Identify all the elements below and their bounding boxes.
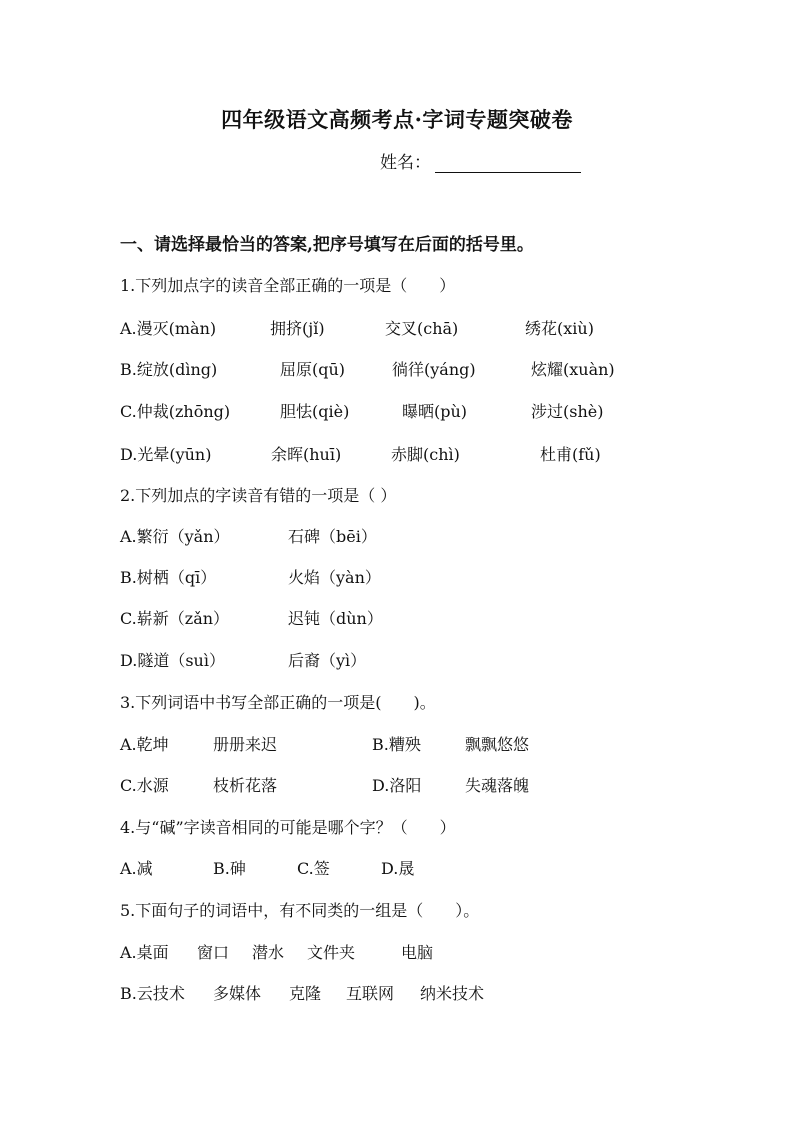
- q1-option-c-word3: 曝晒(pù): [402, 402, 468, 421]
- name-field[interactable]: [380, 148, 581, 173]
- q2-option-c-word2: 迟钝（dùn）: [288, 609, 383, 628]
- name-blank-line[interactable]: [435, 154, 581, 173]
- q2-option-a-word1: A.繁衍（yǎn）: [120, 527, 230, 546]
- question-5-stem: 5.下面句子的词语中，有不同类的一组是（ ）。: [120, 901, 480, 920]
- q5-option-b-word3: 克隆: [289, 984, 322, 1003]
- q5-option-b-word1: B.云技术: [120, 984, 185, 1003]
- q4-option-d: D.晟: [381, 859, 415, 878]
- section-heading: 一、请选择最恰当的答案,把序号填写在后面的括号里。: [120, 235, 534, 255]
- q1-option-a-word3: 交叉(chā): [385, 319, 459, 338]
- q1-option-d-word3: 赤脚(chì): [391, 445, 460, 464]
- q3-option-d-label: D.洛阳: [372, 776, 422, 795]
- q3-option-a-word: 册册来迟: [213, 735, 278, 754]
- q5-option-b-word2: 多媒体: [213, 984, 262, 1003]
- q4-option-b: B.砷: [213, 859, 246, 878]
- q1-option-d-word2: 余晖(huī): [271, 445, 342, 464]
- q5-option-a-word2: 窗口: [197, 943, 230, 962]
- q5-option-b-word5: 纳米技术: [420, 984, 485, 1003]
- q4-option-a: A.减: [120, 859, 153, 878]
- q2-option-d-word1: D.隧道（suì）: [120, 651, 225, 670]
- q2-option-d-word2: 后裔（yì）: [288, 651, 367, 670]
- q1-option-d-word4: 杜甫(fǔ): [540, 445, 601, 464]
- q1-option-d-word1: D.光晕(yūn): [120, 445, 212, 464]
- q3-option-a-label: A.乾坤: [120, 735, 169, 754]
- question-3-stem: 3.下列词语中书写全部正确的一项是( )。: [120, 693, 436, 712]
- q1-option-b-word4: 炫耀(xuàn): [531, 360, 615, 379]
- q3-option-d-word: 失魂落魄: [465, 776, 530, 795]
- q3-option-c-label: C.水源: [120, 776, 169, 795]
- q5-option-b-word4: 互联网: [346, 984, 395, 1003]
- q1-option-c-word4: 涉过(shè): [531, 402, 604, 421]
- q1-option-a-word1: A.漫灭(màn): [120, 319, 217, 338]
- q5-option-a-word4: 文件夹: [307, 943, 356, 962]
- question-1-stem: 1.下列加点字的读音全部正确的一项是（ ）: [120, 276, 456, 295]
- q2-option-a-word2: 石碑（bēi）: [288, 527, 377, 546]
- q5-option-a-word1: A.桌面: [120, 943, 169, 962]
- q1-option-a-word2: 拥挤(jǐ): [270, 319, 325, 338]
- q3-option-b-word: 飘飘悠悠: [465, 735, 530, 754]
- q1-option-b-word3: 徜徉(yáng): [392, 360, 476, 379]
- page-title: 四年级语文高频考点·字词专题突破卷: [221, 107, 573, 132]
- q2-option-b-word2: 火焰（yàn）: [288, 568, 381, 587]
- q1-option-c-word2: 胆怯(qiè): [280, 402, 350, 421]
- q5-option-a-word5: 电脑: [401, 943, 434, 962]
- q3-option-b-label: B.糟殃: [372, 735, 421, 754]
- name-label: 姓名：: [380, 153, 431, 173]
- q1-option-b-word1: B.绽放(dìng): [120, 360, 218, 379]
- q5-option-a-word3: 潜水: [252, 943, 285, 962]
- q2-option-c-word1: C.崭新（zǎn）: [120, 609, 230, 628]
- q1-option-a-word4: 绣花(xiù): [525, 319, 594, 338]
- q1-option-b-word2: 屈原(qū): [280, 360, 346, 379]
- question-4-stem: 4.与“碱”字读音相同的可能是哪个字？（ ）: [120, 818, 456, 837]
- q3-option-c-word: 枝析花落: [213, 776, 278, 795]
- q4-option-c: C.签: [297, 859, 330, 878]
- q2-option-b-word1: B.树栖（qī）: [120, 568, 217, 587]
- q1-option-c-word1: C.仲裁(zhōng): [120, 402, 231, 421]
- question-2-stem: 2.下列加点的字读音有错的一项是（ ）: [120, 486, 397, 505]
